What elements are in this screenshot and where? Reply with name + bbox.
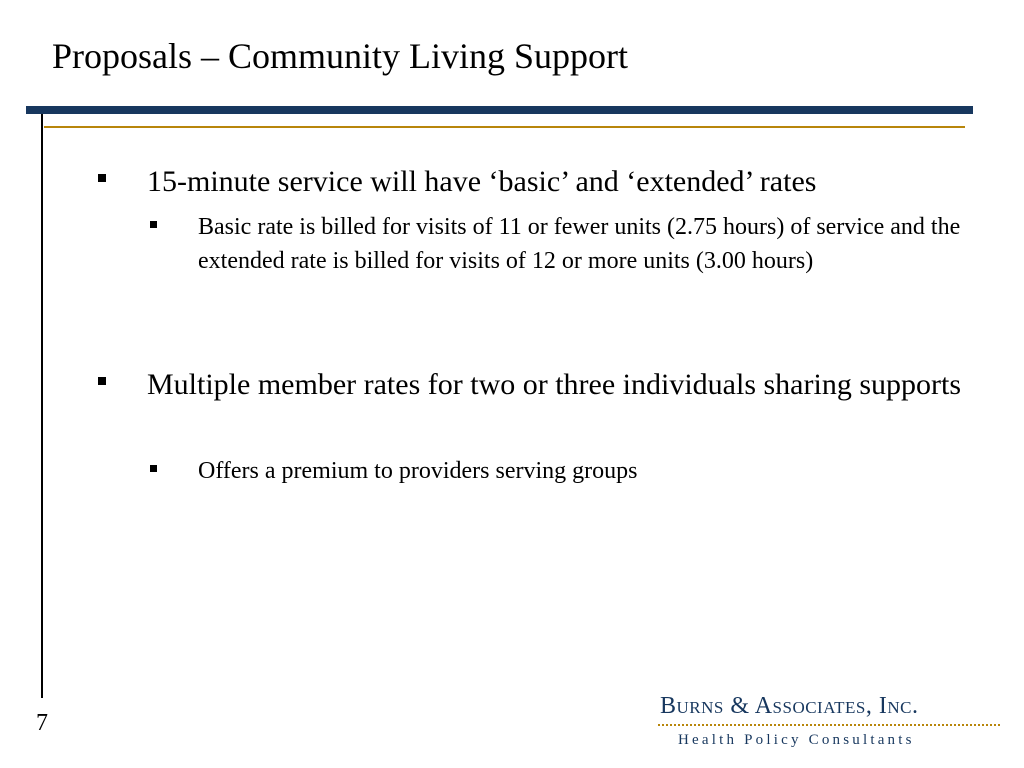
- bullet-text: Multiple member rates for two or three individuals sharing supports: [147, 368, 961, 401]
- sub-bullet-text: Basic rate is billed for visits of 11 or fewer units (2.75 hours) of service and the extended rate is billed for visits of 12 or more units (3.00 hours): [198, 214, 961, 274]
- logo-tagline: Health Policy Consultants: [678, 732, 915, 748]
- logo-dotted-divider: [658, 724, 1000, 726]
- page-number: 7: [36, 710, 48, 736]
- bullet-square-icon: [98, 174, 106, 182]
- sub-bullet-text: Offers a premium to providers serving groups: [198, 458, 638, 484]
- title-underline-navy: [26, 106, 973, 114]
- left-vertical-rule: [41, 114, 43, 698]
- logo-company-name: Burns & Associates, Inc.: [660, 693, 919, 719]
- title-underline-gold: [44, 126, 965, 128]
- sub-bullet-square-icon: [150, 465, 157, 472]
- bullet-text: 15-minute service will have ‘basic’ and ‘extended’ rates: [147, 165, 817, 198]
- slide-title: Proposals – Community Living Support: [52, 36, 629, 76]
- sub-bullet-square-icon: [150, 221, 157, 228]
- company-logo: [658, 690, 1000, 750]
- bullet-square-icon: [98, 377, 106, 385]
